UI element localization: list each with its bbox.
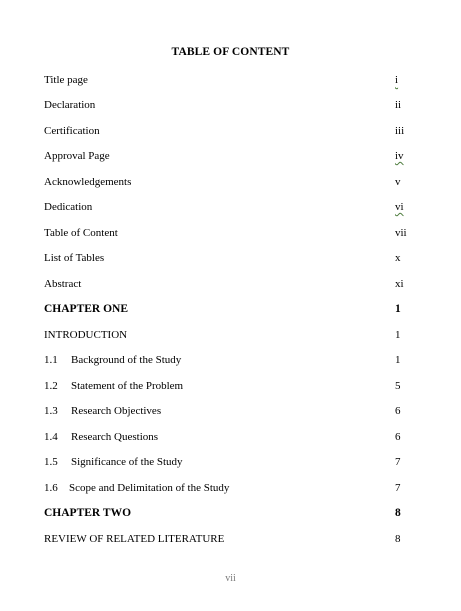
toc-entry-review-of-related-literature: [0, 533, 461, 549]
toc-entry-page-number: 1: [395, 354, 401, 366]
toc-entry-label: Significance of the Study: [71, 456, 183, 468]
toc-entry-page-number: xi: [395, 278, 404, 290]
footer-page-number: vii: [225, 573, 236, 584]
toc-entry-certification: [0, 125, 461, 141]
toc-entry-approval-page: [0, 150, 461, 166]
toc-subentry: [0, 456, 461, 472]
toc-entry-label: CHAPTER ONE: [44, 303, 129, 315]
toc-entry-acknowledgements: [0, 176, 461, 192]
toc-entry-page-number: 6: [395, 405, 401, 417]
toc-entry-label: CHAPTER TWO: [44, 507, 132, 519]
toc-entry-label: Dedication: [44, 201, 93, 213]
toc-entry-label: Title page: [44, 74, 88, 86]
toc-entry-label: Abstract: [44, 278, 82, 290]
toc-subentry: [0, 482, 461, 498]
toc-entry-page-number: x: [395, 252, 401, 264]
toc-entry-table-of-content: [0, 227, 461, 243]
toc-entry-label: Acknowledgements: [44, 176, 132, 188]
toc-entry-page-number: iii: [395, 125, 405, 137]
toc-entry-page-number: 8: [395, 533, 401, 545]
toc-entry-label: Statement of the Problem: [71, 380, 184, 392]
toc-entry-declaration: [0, 99, 461, 115]
toc-section-number: 1.6: [44, 482, 58, 494]
toc-section-number: 1.1: [44, 354, 58, 366]
toc-entry-page-number: ii: [395, 99, 402, 111]
toc-entry-page-number: 5: [395, 380, 401, 392]
toc-entry-introduction: [0, 329, 461, 345]
toc-entry-label: INTRODUCTION: [44, 329, 128, 341]
toc-section-number: 1.2: [44, 380, 58, 392]
toc-entry-page-number: 1: [395, 303, 401, 315]
toc-entry-label: Background of the Study: [71, 354, 182, 366]
toc-section-number: 1.4: [44, 431, 58, 443]
toc-chapter-heading: [0, 303, 461, 319]
toc-chapter-heading: [0, 507, 461, 523]
toc-entry-page-number: 6: [395, 431, 401, 443]
toc-subentry: [0, 354, 461, 370]
toc-entry-page-number: 7: [395, 456, 401, 468]
toc-entry-page-number: 8: [395, 507, 401, 519]
toc-section-number: 1.5: [44, 456, 58, 468]
toc-entry-label: REVIEW OF RELATED LITERATURE: [44, 533, 225, 545]
toc-entry-page-number: vii: [395, 227, 407, 239]
toc-entry-page-number: 7: [395, 482, 401, 494]
toc-section-number: 1.3: [44, 405, 58, 417]
toc-entry-list-of-tables: [0, 252, 461, 268]
toc-entry-abstract: [0, 278, 461, 294]
toc-subentry: [0, 380, 461, 396]
toc-entry-label: List of Tables: [44, 252, 105, 264]
toc-entry-title-page: [0, 74, 461, 90]
page-title: TABLE OF CONTENT: [171, 46, 290, 58]
toc-entry-page-number: 1: [395, 329, 401, 341]
toc-subentry: [0, 405, 461, 421]
toc-entry-page-number: iv: [395, 150, 404, 162]
toc-entry-page-number: v: [395, 176, 401, 188]
toc-entry-dedication: [0, 201, 461, 217]
toc-entry-label: Certification: [44, 125, 100, 137]
toc-entry-label: Declaration: [44, 99, 96, 111]
toc-entry-label: Research Objectives: [71, 405, 162, 417]
toc-subentry: [0, 431, 461, 447]
toc-entry-label: Table of Content: [44, 227, 118, 239]
toc-entry-page-number: i: [395, 74, 399, 86]
toc-entry-label: Research Questions: [71, 431, 159, 443]
toc-entry-page-number: vi: [395, 201, 404, 213]
toc-entry-label: Approval Page: [44, 150, 110, 162]
toc-entry-label: Scope and Delimitation of the Study: [69, 482, 230, 494]
